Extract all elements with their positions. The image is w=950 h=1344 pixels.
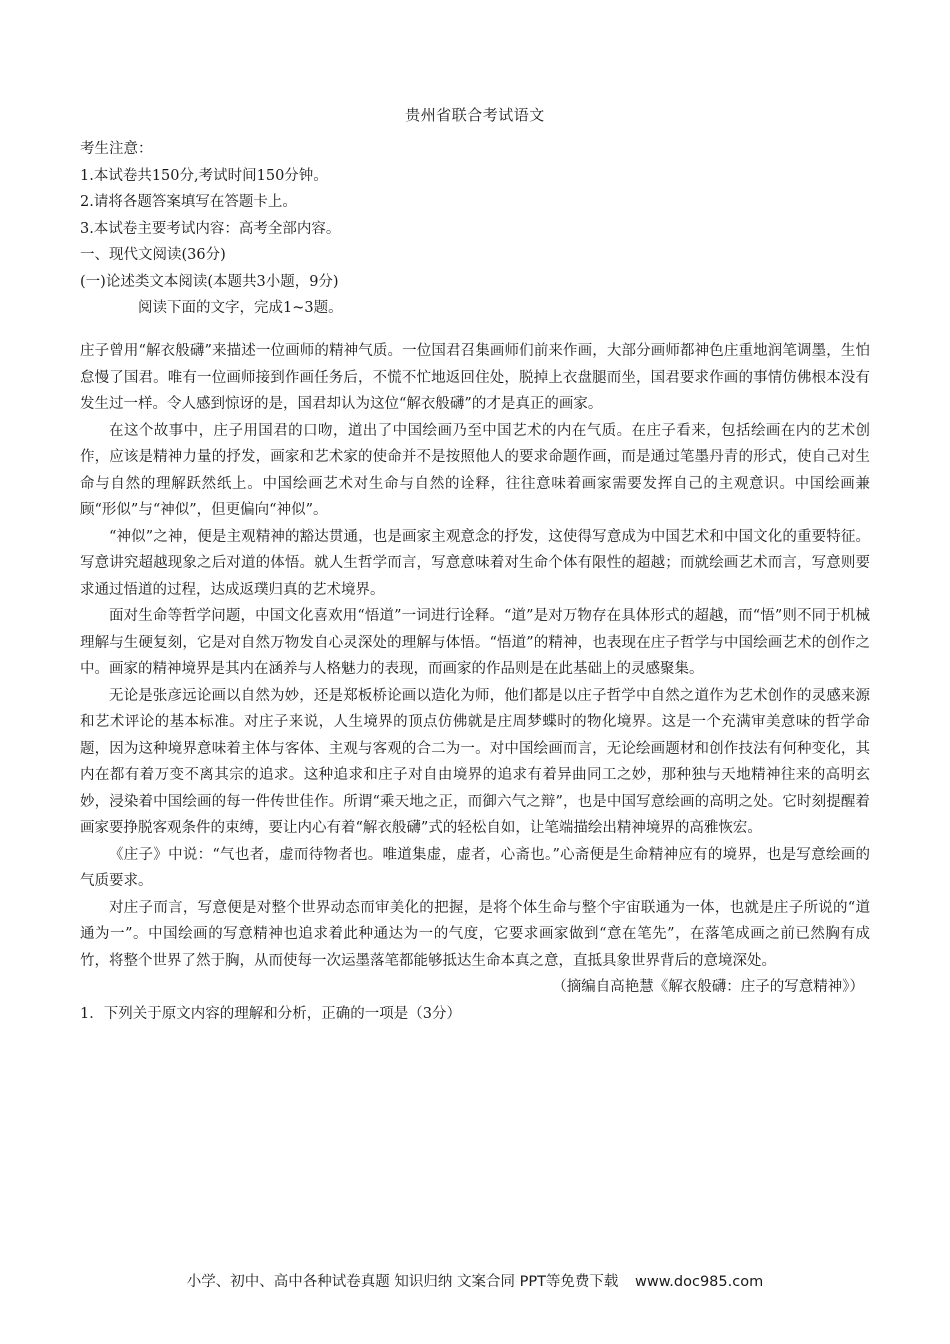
note-item-1: 1.本试卷共150分,考试时间150分钟。 [80,167,328,184]
article-paragraph: 《庄子》中说：“气也者，虚而待物者也。唯道集虚，虚者，心斋也。”心斋便是生命精神应有的境界，也是写意绘画的气质要求。 [80,846,870,889]
article-paragraph: 在这个故事中，庄子用国君的口吻，道出了中国绘画乃至中国艺术的内在气质。在庄子看来，包括绘画在内的艺术创作，应该是精神力量的抒发，画家和艺术家的使命并不是按照他人的要求命题作画，而是通过笔墨丹青的形式，使自己对生命与自然的理解跃然纸上。中国绘画艺术对生命与自然的诠释，往往意味着画家需要发挥自己的主观意识。中国绘画兼顾“形似”与“神似”，但更偏向“神似”。 [80,422,870,518]
subsection-heading: (一)论述类文本阅读(本题共3小题，9分) [80,273,339,290]
notes-heading: 考生注意： [80,141,153,157]
article-paragraph: 庄子曾用“解衣般礴”来描述一位画师的精神气质。一位国君召集画师们前来作画，大部分画师都神色庄重地润笔调墨，生怕怠慢了国君。唯有一位画师接到作画任务后，不慌不忙地返回住处，脱掉上衣盘腿而坐，国君要求作画的事情仿佛根本没有发生过一样。令人感到惊讶的是，国君却认为这位“解衣般礴”的才是真正的画家。 [80,343,870,412]
page-title: 贵州省联合考试语文 [405,106,545,124]
article-body [80,338,870,1027]
note-item-3: 3.本试卷主要考试内容：高考全部内容。 [80,220,341,237]
footer-text: 小学、初中、高中各种试卷真题 知识归纳 文案合同 PPT等免费下载 [186,1274,619,1290]
footer-url[interactable]: www.doc985.com [635,1274,764,1290]
article-paragraph: 面对生命等哲学问题，中国文化喜欢用“悟道”一词进行诠释。“道”是对万物存在具体形式的超越，而“悟”则不同于机械理解与生硬复刻，它是对自然万物发自心灵深处的理解与体悟。“悟道”的精神，也表现在庄子哲学与中国绘画艺术的创作之中。画家的精神境界是其内在涵养与人格魅力的表现，而画家的作品则是在此基础上的灵感聚集。 [80,608,870,677]
question-1: 1．下列关于原文内容的理解和分析，正确的一项是（3分） [80,1005,461,1022]
article-source: （摘编自高艳慧《解衣般礴：庄子的写意精神》） [552,979,864,995]
reading-instruction: 阅读下面的文字，完成1~3题。 [138,300,343,316]
exam-notes [80,136,870,322]
article-paragraph: 无论是张彦远论画以自然为妙，还是郑板桥论画以造化为师，他们都是以庄子哲学中自然之道作为艺术创作的灵感来源和艺术评论的基本标准。对庄子来说，人生境界的顶点仿佛就是庄周梦蝶时的物化境界。这是一个充满审美意味的哲学命题，因为这种境界意味着主体与客体、主观与客观的合二为一。对中国绘画而言，无论绘画题材和创作技法有何种变化，其内在都有着万变不离其宗的追求。这种追求和庄子对自由境界的追求有着异曲同工之妙，那种独与天地精神往来的高明玄妙，浸染着中国绘画的每一件传世佳作。所谓“乘天地之正，而御六气之辩”，也是中国写意绘画的高明之处。它时刻提醒着画家要挣脱客观条件的束缚，要让内心有着“解衣般礴”式的轻松自如，让笔端描绘出精神境界的高雅恢宏。 [80,687,870,836]
note-item-2: 2.请将各题答案填写在答题卡上。 [80,194,297,210]
article-paragraph: “神似”之神，便是主观精神的豁达贯通，也是画家主观意念的抒发，这使得写意成为中国艺术和中国文化的重要特征。写意讲究超越现象之后对道的体悟。就人生哲学而言，写意意味着对生命个体有限性的超越；而就绘画艺术而言，写意则要求通过悟道的过程，达成返璞归真的艺术境界。 [80,528,870,598]
article-paragraph: 对庄子而言，写意便是对整个世界动态而审美化的把握，是将个体生命与整个宇宙联通为一体，也就是庄子所说的“道通为一”。中国绘画的写意精神也追求着此种通达为一的气度，它要求画家做到“意在笔先”，在落笔成画之前已然胸有成竹，将整个世界了然于胸，从而使每一次运墨落笔都能够抵达生命本真之意，直抵具象世界背后的意境深处。 [80,899,870,969]
page-footer [0,1270,950,1291]
section-heading: 一、现代文阅读(36分) [80,247,226,263]
